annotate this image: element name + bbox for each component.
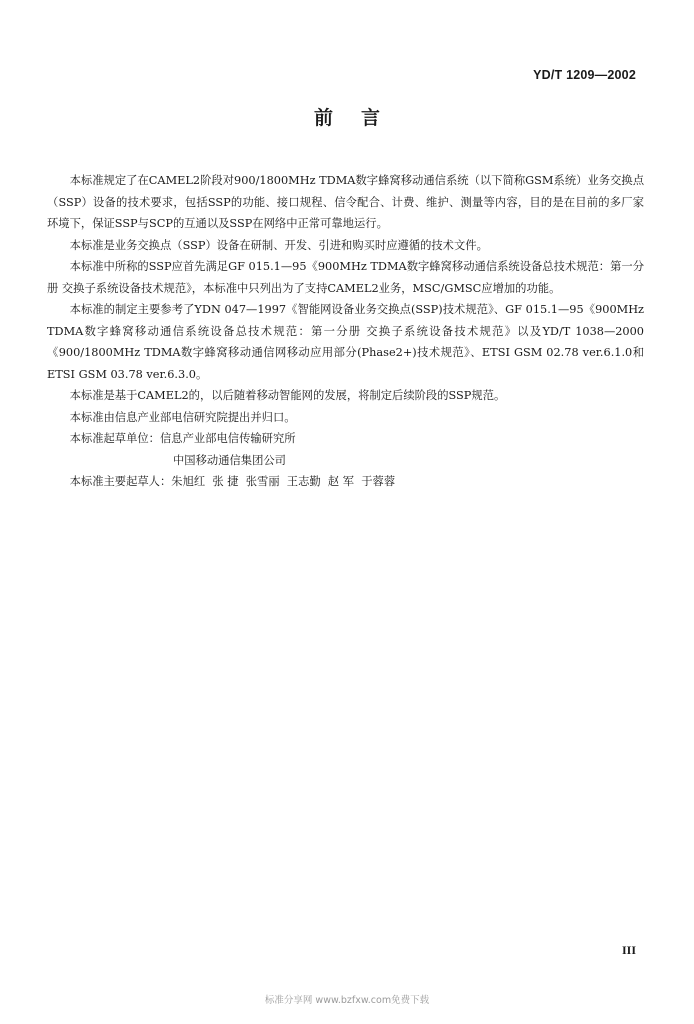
standard-code: YD/T 1209—2002: [533, 68, 636, 82]
paragraph-proposer: 本标准由信息产业部电信研究院提出并归口。: [69, 410, 296, 424]
drafters-label: 本标准主要起草人：: [69, 475, 172, 488]
paragraph-purpose: 本标准是业务交换点（SSP）设备在研制、开发、引进和购买时应遵循的技术文件。: [69, 238, 488, 252]
drafters-names: 朱旭红 张 捷 张雪丽 王志勤 赵 军 于蓉蓉: [171, 475, 396, 488]
drafting-unit-2: 中国移动通信集团公司: [173, 453, 286, 467]
watermark-text: 标准分享网 www.bzfxw.com免费下载: [264, 995, 430, 1006]
page-number: III: [621, 943, 636, 957]
drafting-units-line: [47, 428, 644, 450]
drafting-unit-1: 信息产业部电信传输研究所: [159, 432, 296, 445]
paragraph-future: 本标准是基于CAMEL2的，以后随着移动智能网的发展，将制定后续阶段的SSP规范。: [69, 389, 506, 402]
page-title: 前言: [313, 107, 408, 129]
drafting-unit-2-line: [47, 450, 644, 472]
drafting-units-label: 本标准起草单位：: [69, 432, 160, 445]
paragraph-references: 本标准的制定主要参考了YDN 047—1997《智能网设备业务交换点(SSP)技术规范》、GF 015.1—95《900MHz TDMA数字蜂窝移动通信系统设备总技术规范：第一分册 交换子系统设备技术规范》以及YD/T 1038—2000《900/1800MHz TDMA数字蜂窝移动通信网移动应用部分(Phase2+)技术规范》、ETSI GSM 02.78 ver.6.1.0和ETSI GSM 03.78 ver.6.3.0。: [47, 303, 644, 381]
paragraph-scope: 本标准规定了在CAMEL2阶段对900/1800MHz TDMA数字蜂窝移动通信系统（以下简称GSM系统）业务交换点（SSP）设备的技术要求，包括SSP的功能、接口规程、信令配合、计费、维护、测量等内容，目的是在目前的多厂家环境下，保证SSP与SCP的互通以及SSP在网络中正常可靠地运行。: [47, 174, 644, 230]
paragraph-requirements: 本标准中所称的SSP应首先满足GF 015.1—95《900MHz TDMA数字蜂窝移动通信系统设备总技术规范：第一分册 交换子系统设备技术规范》，本标准中只列出为了支持CAMEL2业务，MSC/GMSC应增加的功能。: [47, 260, 644, 295]
drafters-line: [47, 471, 644, 493]
foreword-body: [47, 170, 644, 493]
